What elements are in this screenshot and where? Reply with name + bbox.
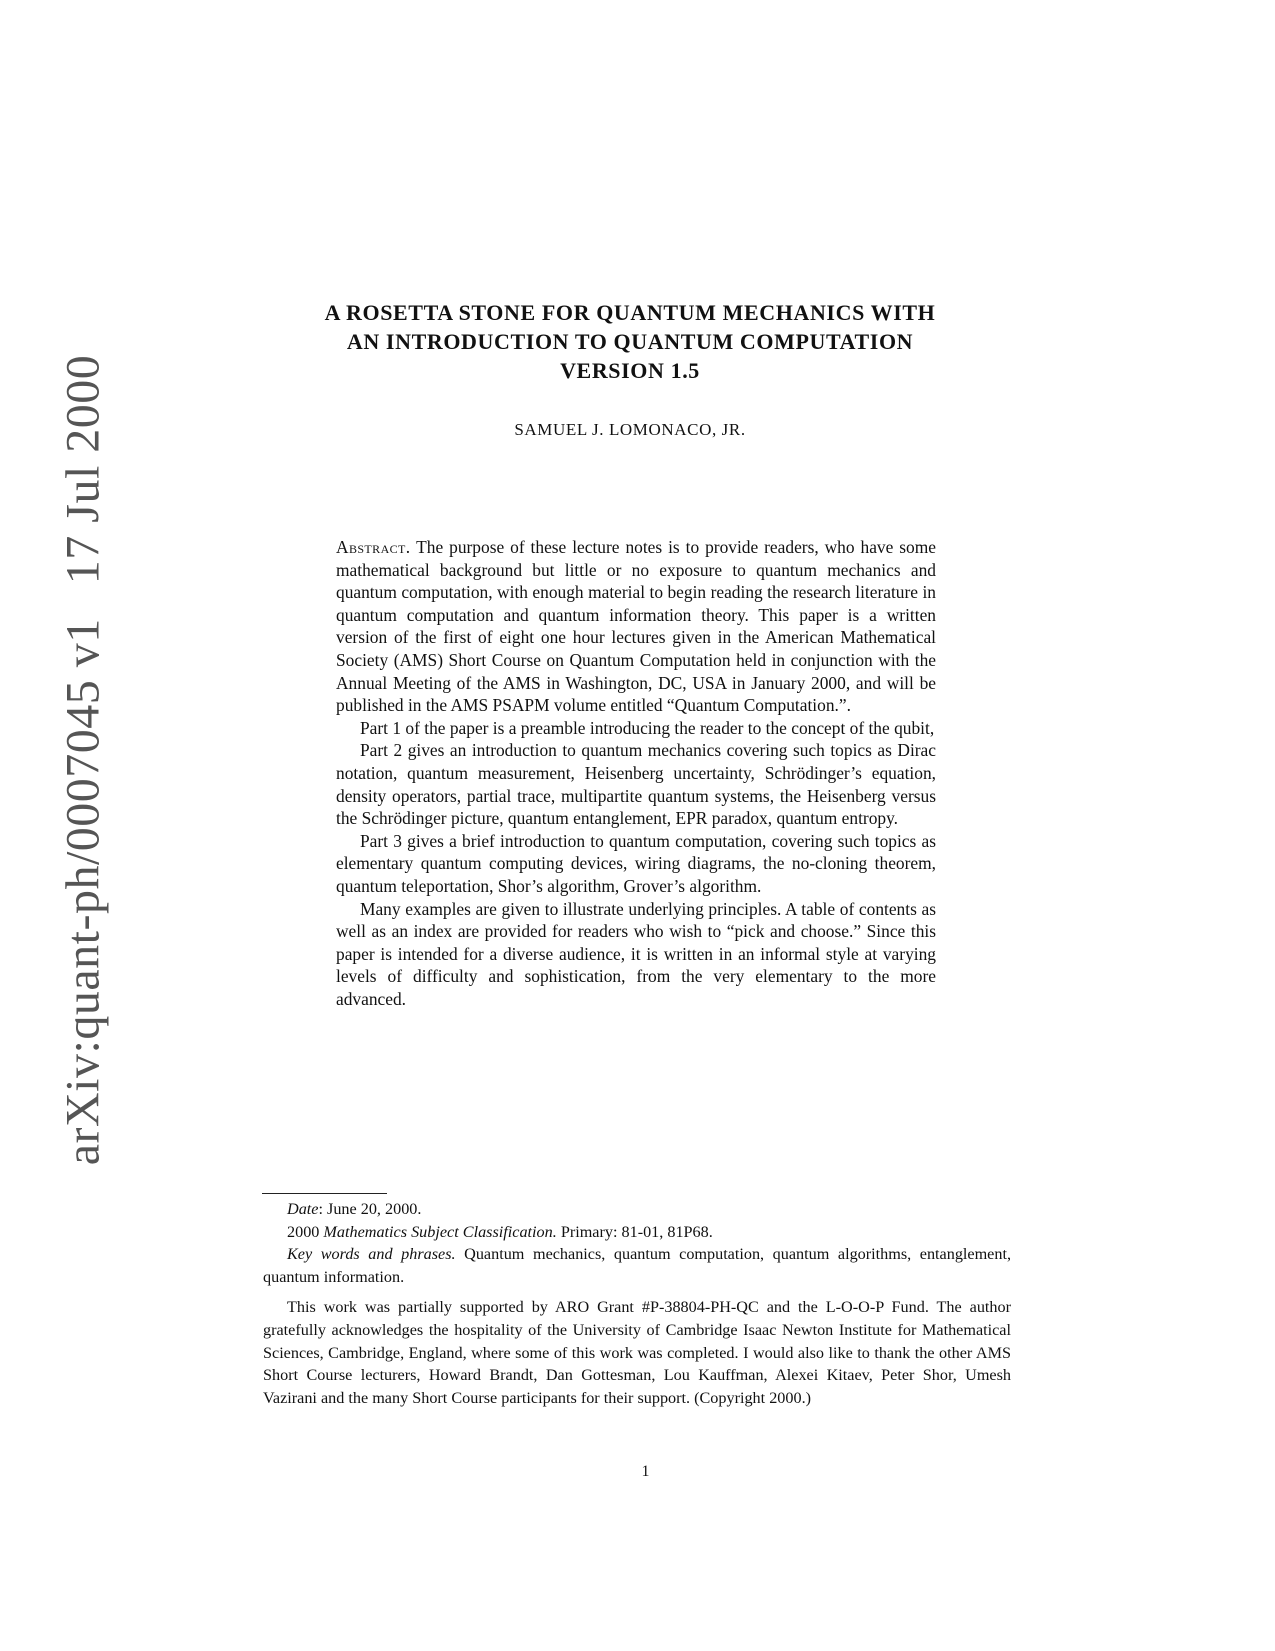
abstract-paragraph-1 [336, 536, 936, 717]
abstract-paragraph-4: Part 3 gives a brief introduction to quantum computation, covering such topics as elementary quantum computing devices, wiring diagrams, the no-cloning theorem, quantum teleportation, Shor’s algorithm, Grover’s algorithm. [336, 830, 936, 896]
page-number: 1 [641, 1463, 650, 1480]
title-line-2: AN INTRODUCTION TO QUANTUM COMPUTATION [346, 329, 914, 354]
footnote-keywords [263, 1243, 1011, 1288]
footnote-msc [263, 1221, 1011, 1244]
footnote-msc-label: Mathematics Subject Classification. [323, 1222, 557, 1241]
footnote-msc-value: Primary: 81-01, 81P68. [556, 1222, 713, 1241]
footnote-keywords-label: Key words and phrases. [287, 1245, 456, 1264]
footnote-date-label: Date [287, 1200, 319, 1218]
title-line-1: A ROSETTA STONE FOR QUANTUM MECHANICS WITH [324, 300, 936, 325]
abstract-paragraph-3: Part 2 gives an introduction to quantum mechanics covering such topics as Dirac notation, quantum measurement, Heisenberg uncertainty, Schrödinger’s equation, density operators, partial trace, multipartite quantum systems, the Heisenberg versus the Schrödinger picture, quantum entanglement, EPR paradox, quantum entropy. [336, 740, 936, 829]
footnotes [263, 1198, 1011, 1409]
abstract-heading: Abstract. [336, 537, 411, 557]
arxiv-side-stamp [56, 355, 111, 1166]
footnote-rule [262, 1193, 387, 1194]
footnote-keywords-value: Quantum mechanics, quantum computation, quantum algorithms, entanglement, quantum information. [263, 1245, 1012, 1286]
paper-title [240, 298, 1020, 385]
footnote-date-value: : June 20, 2000. [318, 1200, 422, 1218]
abstract-text-1: The purpose of these lecture notes is to provide readers, who have some mathematical background but little or no exposure to quantum mechanics and quantum computation, with enough material to begin reading the research literature in quantum computation and quantum information theory. This paper is a written version of the first of eight one hour lectures given in the American Mathematical Society (AMS) Short Course on Quantum Computation held in conjunction with the Annual Meeting of the AMS in Washington, DC, USA in January 2000, and will be published in the AMS PSAPM volume entitled “Quantum Computation.”. [336, 537, 936, 716]
arxiv-date: 17 Jul 2000 [56, 354, 110, 585]
title-line-3: VERSION 1.5 [560, 358, 700, 383]
arxiv-identifier: arXiv:quant-ph/0007045 v1 [56, 618, 110, 1166]
footnote-support: This work was partially supported by ARO Grant #P-38804-PH-QC and the L-O-O-P Fund. The author gratefully acknowledges the hospitality of the University of Cambridge Isaac Newton Institute for Mathematical Sciences, Cambridge, England, where some of this work was completed. I would also like to thank the other AMS Short Course lecturers, Howard Brandt, Dan Gottesman, Lou Kauffman, Alexei Kitaev, Peter Shor, Umesh Vazirani and the many Short Course participants for their support. (Copyright 2000.) [263, 1298, 1011, 1407]
footnote-date [263, 1198, 1011, 1221]
footnote-msc-year: 2000 [287, 1222, 324, 1241]
abstract-paragraph-5: Many examples are given to illustrate underlying principles. A table of contents as well as an index are provided for readers who wish to “pick and choose.” Since this paper is intended for a diverse audience, it is written in an informal style at varying levels of difficulty and sophistication, from the very elementary to the more advanced. [336, 898, 936, 1009]
author-name: SAMUEL J. LOMONACO, JR. [514, 420, 746, 439]
abstract [336, 536, 936, 1010]
abstract-paragraph-2: Part 1 of the paper is a preamble introducing the reader to the concept of the qubit, [360, 717, 935, 738]
